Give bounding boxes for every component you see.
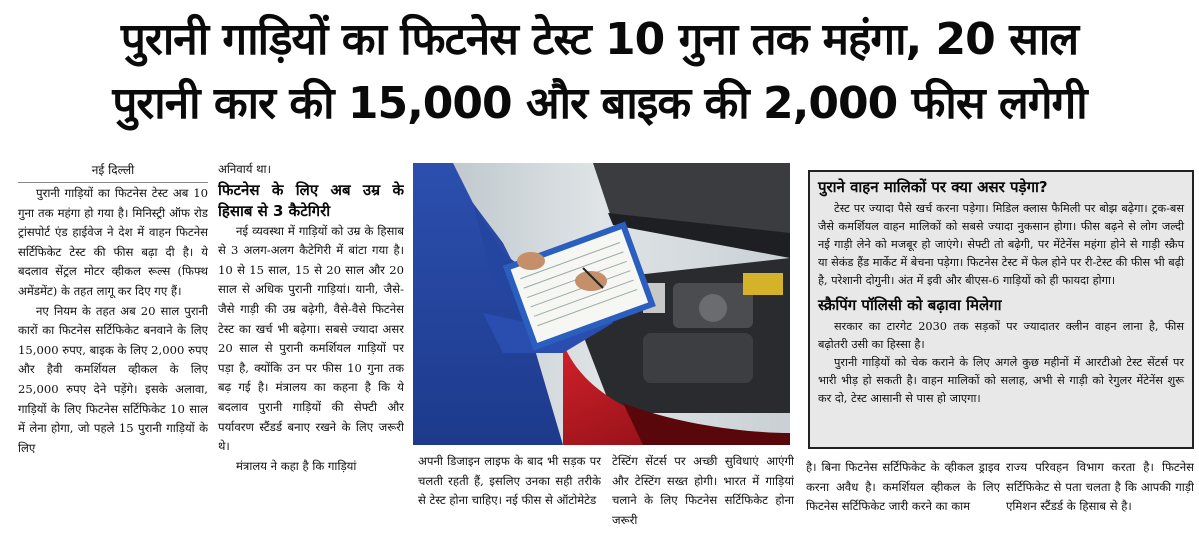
headline-line-1: पुरानी गाड़ियों का फिटनेस टेस्ट 10 गुना तक महंगा, 20 साल [120, 14, 1079, 65]
box-heading-scrapping-policy: स्क्रैपिंग पॉलिसी को बढ़ावा मिलेगा [818, 296, 1002, 314]
subheading: फिटनेस के लिए अब उम्र के हिसाब से 3 कैटेगिरी [218, 180, 404, 220]
article-column-6 [1006, 458, 1194, 542]
paragraph: है। बिना फिटनेस सर्टिफिकेट के व्हीकल ड्राइव करना अवैध है। कमर्शियल व्हीकल के लिए फिटनेस सर्टिफिकेट जारी करने का काम [806, 460, 1000, 514]
headline-line-2: पुरानी कार की 15,000 और बाइक की 2,000 फीस लगेगी [112, 78, 1087, 129]
box-heading-impact: पुराने वाहन मालिकों पर क्या असर पड़ेगा? [818, 178, 1048, 196]
info-box [808, 170, 1194, 449]
box-paragraph: टेस्ट पर ज्यादा पैसे खर्च करना पड़ेगा। मिडिल क्लास फैमिली पर बोझ बढ़ेगा। ट्रक-बस जैसे कमर्शियल वाहन मालिकों को सबसे ज्यादा नुकसान होगा। फीस बढ़ने से लोग जल्दी नई गाड़ी लेने को मजबूर हो जाएंगे। सेफ्टी तो बढ़ेगी, पर मेंटेनेंस महंगा होने से गाड़ी स्क्रैप या सेकंड हैंड मार्केट में बेचना पड़ेगा। फिटनेस टेस्ट में फेल होने पर री-टेस्ट की फीस भी बढ़ी है, परेशानी दोगुनी। अंत में इवी और बीएस-6 गाड़ियों को ही फायदा होगा। [818, 202, 1184, 287]
article-column-4 [612, 452, 794, 540]
dateline-divider [18, 182, 208, 183]
paragraph: अपनी डिजाइन लाइफ के बाद भी सड़क पर चलती रहती हैं, इसलिए उनका सही तरीके से टेस्ट होना चाहिए। नई फीस से ऑटोमेटेड [418, 454, 601, 508]
article-column-3 [418, 452, 601, 540]
mechanic-photo [413, 163, 790, 445]
paragraph: नए नियम के तहत अब 20 साल पुरानी कारों का फिटनेस सर्टिफिकेट बनवाने के लिए 15,000 रुपए, बाइक के लिए 2,000 रुपए और हैवी कमर्शियल व्हीकल के लिए 25,000 रुपए देने पड़ेंगे। इसके अलावा, गाड़ियों के लिए फिटनेस सर्टिफिकेट 10 साल में लेना होगा, जो पहले 15 पुरानी गाड़ियों के लिए [18, 303, 208, 455]
article-column-5 [806, 458, 1000, 542]
article-column-2 [218, 160, 404, 540]
headline [0, 0, 1199, 150]
dateline: नई दिल्ली [91, 163, 135, 177]
paragraph: टेस्टिंग सेंटर्स पर अच्छी सुविधाएं आएंगी और टेस्टिंग सख्त होगी। भारत में गाड़ियां चलाने के लिए फिटनेस सर्टिफिकेट होना जरूरी [612, 454, 794, 527]
mechanic-inspecting-car-image [413, 163, 790, 445]
paragraph: नई व्यवस्था में गाड़ियों को उम्र के हिसाब से 3 अलग-अलग कैटेगिरी में बांटा गया है। 10 से 15 साल, 15 से 20 साल और 20 साल से अधिक पुरानी गाड़ियां। यानी, जैसे-जैसे गाड़ी की उम्र बढ़ेगी, वैसे-वैसे फिटनेस टेस्ट का खर्च भी बढ़ेगा। सबसे ज्यादा असर 20 साल से पुरानी कमर्शियल गाड़ियों पर पड़ा है, क्योंकि उन पर फीस 10 गुना तक बढ़ गई है। मंत्रालय का कहना है कि ये बदलाव पुरानी गाड़ियों की सेफ्टी और पर्यावरण स्टैंडर्ड बनाए रखने के लिए जरूरी थे। [218, 223, 404, 454]
box-paragraph: पुरानी गाड़ियों को चेक कराने के लिए अगले कुछ महीनों में आरटीओ टेस्ट सेंटर्स पर भारी भीड़ हो सकती है। वाहन मालिकों को सलाह, अभी से गाड़ी को रेगुलर मेंटेनेंस शुरू कर दो, टेस्ट आसानी से पास हो जाएगा। [818, 356, 1184, 405]
article-column-1 [18, 160, 208, 540]
paragraph: राज्य परिवहन विभाग करता है। फिटनेस सर्टिफिकेट से पता चलता है कि आपकी गाड़ी एमिशन स्टैंडर्ड के हिसाब से है। [1006, 460, 1194, 514]
paragraph: पुरानी गाड़ियों का फिटनेस टेस्ट अब 10 गुना तक महंगा हो गया है। मिनिस्ट्री ऑफ रोड ट्रांसपोर्ट एंड हाईवेज ने देश में वाहन फिटनेस सर्टिफिकेट टेस्ट की फीस बढ़ा दी है। ये बदलाव सेंट्रल मोटर व्हीकल रूल्स (फिफ्थ अमेंडमेंट) के तहत लागू कर दिए गए हैं। [18, 186, 208, 298]
paragraph: मंत्रालय ने कहा है कि गाड़ियां [236, 458, 357, 473]
paragraph-continuation: अनिवार्य था। [218, 162, 271, 176]
box-paragraph: सरकार का टारगेट 2030 तक सड़कों पर ज्यादातर क्लीन वाहन लाना है, फीस बढ़ोतरी उसी का हिस्सा है। [818, 320, 1184, 351]
